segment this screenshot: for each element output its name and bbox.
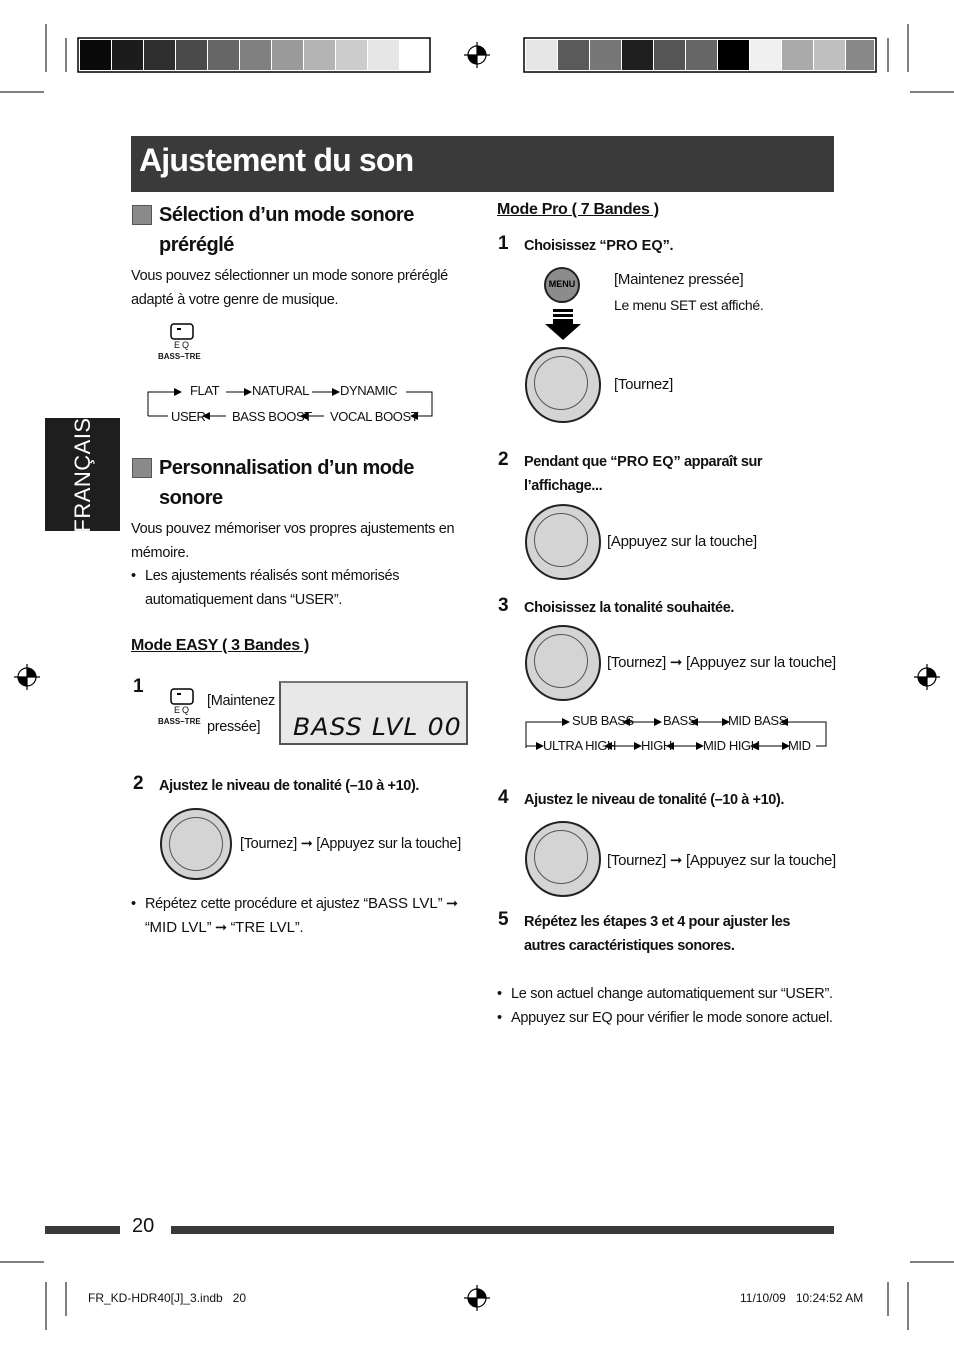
arrow-right-icon: ➞ bbox=[445, 896, 458, 912]
pro-step4-number: 4 bbox=[498, 787, 509, 808]
control-dial[interactable] bbox=[525, 625, 601, 701]
control-dial[interactable] bbox=[525, 504, 601, 580]
mode-bass-boost: BASS BOOST bbox=[232, 409, 312, 424]
section2-description: Vous pouvez mémoriser vos propres ajustements en mémoire. bbox=[131, 521, 455, 561]
control-dial[interactable] bbox=[160, 808, 232, 880]
pro-step3-text: Choisissez la tonalité souhaitée. bbox=[524, 600, 734, 616]
easy-step2-actions: [Tournez] ➞ [Appuyez sur la touche] bbox=[240, 836, 461, 852]
band-mid-bass: MID BASS bbox=[728, 713, 787, 728]
page-number: 20 bbox=[132, 1215, 155, 1237]
easy-bullet: • Répétez cette procédure et ajustez “BASS LVL” ➞ “MID LVL” ➞ “TRE LVL”. bbox=[131, 895, 458, 936]
easy-step1-action: [Maintenez pressée] bbox=[207, 693, 275, 735]
list-item: • Appuyez sur EQ pour vérifier le mode sonore actuel. bbox=[497, 1010, 833, 1026]
section1-title: Sélection d’un mode sonore préréglé bbox=[159, 204, 414, 256]
eq-label: EQ bbox=[174, 705, 192, 715]
control-dial[interactable] bbox=[525, 347, 601, 423]
pro-step4-actions: [Tournez] ➞ [Appuyez sur la touche] bbox=[607, 852, 836, 869]
page-title: Ajustement du son bbox=[139, 142, 414, 178]
pro-step5-text: Répétez les étapes 3 et 4 pour ajuster les autres caractéristiques sonores. bbox=[524, 914, 791, 954]
band-mid: MID bbox=[788, 738, 811, 753]
menu-button-label: MENU bbox=[548, 279, 576, 289]
section1-description: Vous pouvez sélectionner un mode sonore préréglé adapté à votre genre de musique. bbox=[131, 268, 448, 308]
mode-vocal-boost: VOCAL BOOST bbox=[330, 409, 419, 424]
easy-step1-number: 1 bbox=[133, 676, 144, 697]
band-ultra-high: ULTRA HIGH bbox=[543, 738, 617, 753]
page-rule-left bbox=[45, 1226, 120, 1234]
arrow-right-icon: ➞ bbox=[300, 836, 313, 852]
footer-date: 11/10/09 10:24:52 AM bbox=[740, 1291, 864, 1305]
control-dial[interactable] bbox=[525, 821, 601, 897]
page-rule-right bbox=[171, 1226, 834, 1234]
mode-user: USER bbox=[171, 409, 206, 424]
page-title-bar bbox=[131, 136, 834, 192]
pro-step1-hold: [Maintenez pressée] bbox=[614, 271, 744, 288]
pro-step1-turn: [Tournez] bbox=[614, 376, 673, 393]
mode-dynamic: DYNAMIC bbox=[340, 383, 398, 398]
language-tab-label: FRANÇAIS bbox=[69, 416, 95, 533]
mode-flat: FLAT bbox=[190, 383, 220, 398]
eq-label: EQ bbox=[174, 340, 192, 350]
pro-step3-actions: [Tournez] ➞ [Appuyez sur la touche] bbox=[607, 654, 836, 671]
pro-step2-number: 2 bbox=[498, 449, 509, 470]
section-marker bbox=[132, 458, 152, 478]
band-mid-high: MID HIGH bbox=[703, 738, 760, 753]
eq-sub-label: BASS–TRE bbox=[158, 352, 201, 361]
language-tab bbox=[45, 418, 120, 531]
pro-step5-number: 5 bbox=[498, 909, 509, 930]
eq-button-icon[interactable] bbox=[156, 687, 206, 731]
section-marker bbox=[132, 205, 152, 225]
eq-button-icon bbox=[156, 322, 206, 366]
eq-sub-label: BASS–TRE bbox=[158, 717, 201, 726]
section2-title: Personnalisation d’un mode sonore bbox=[159, 457, 414, 509]
band-high: HIGH bbox=[641, 738, 672, 753]
pro-step3-number: 3 bbox=[498, 595, 509, 616]
easy-mode-heading: Mode EASY ( 3 Bandes ) bbox=[131, 637, 310, 654]
pro-step1-hold-sub: Le menu SET est affiché. bbox=[614, 297, 764, 313]
band-bass: BASS bbox=[663, 713, 697, 728]
mode-natural: NATURAL bbox=[252, 383, 309, 398]
arrow-right-icon: ➞ bbox=[669, 654, 683, 671]
easy-step2-number: 2 bbox=[133, 773, 144, 794]
band-sub-bass: SUB BASS bbox=[572, 713, 634, 728]
pro-mode-heading: Mode Pro ( 7 Bandes ) bbox=[497, 201, 659, 218]
arrow-right-icon: ➞ bbox=[215, 920, 227, 936]
lcd-display bbox=[279, 681, 468, 745]
menu-button[interactable] bbox=[544, 267, 580, 303]
pro-step2-press: [Appuyez sur la touche] bbox=[607, 533, 757, 550]
pro-bullets bbox=[497, 982, 833, 1030]
pro-step1-text: Choisissez “PRO EQ”. bbox=[524, 238, 674, 254]
section2-bullet: • Les ajustements réalisés sont mémorisés automatiquement dans “USER”. bbox=[131, 568, 400, 608]
pro-step1-number: 1 bbox=[498, 233, 509, 254]
pro-step2-text: Pendant que “PRO EQ” apparaît sur l’affichage... bbox=[524, 454, 763, 494]
list-item: • Le son actuel change automatiquement sur “USER”. bbox=[497, 986, 833, 1002]
pro-step4-text: Ajustez le niveau de tonalité (–10 à +10). bbox=[524, 792, 785, 808]
footer-file: FR_KD-HDR40[J]_3.indb 20 bbox=[88, 1291, 247, 1305]
lcd-text: BASS LVL 00 bbox=[293, 713, 462, 741]
arrow-down-icon bbox=[543, 309, 583, 341]
easy-step2-text: Ajustez le niveau de tonalité (–10 à +10). bbox=[159, 778, 420, 794]
arrow-right-icon: ➞ bbox=[669, 852, 683, 869]
